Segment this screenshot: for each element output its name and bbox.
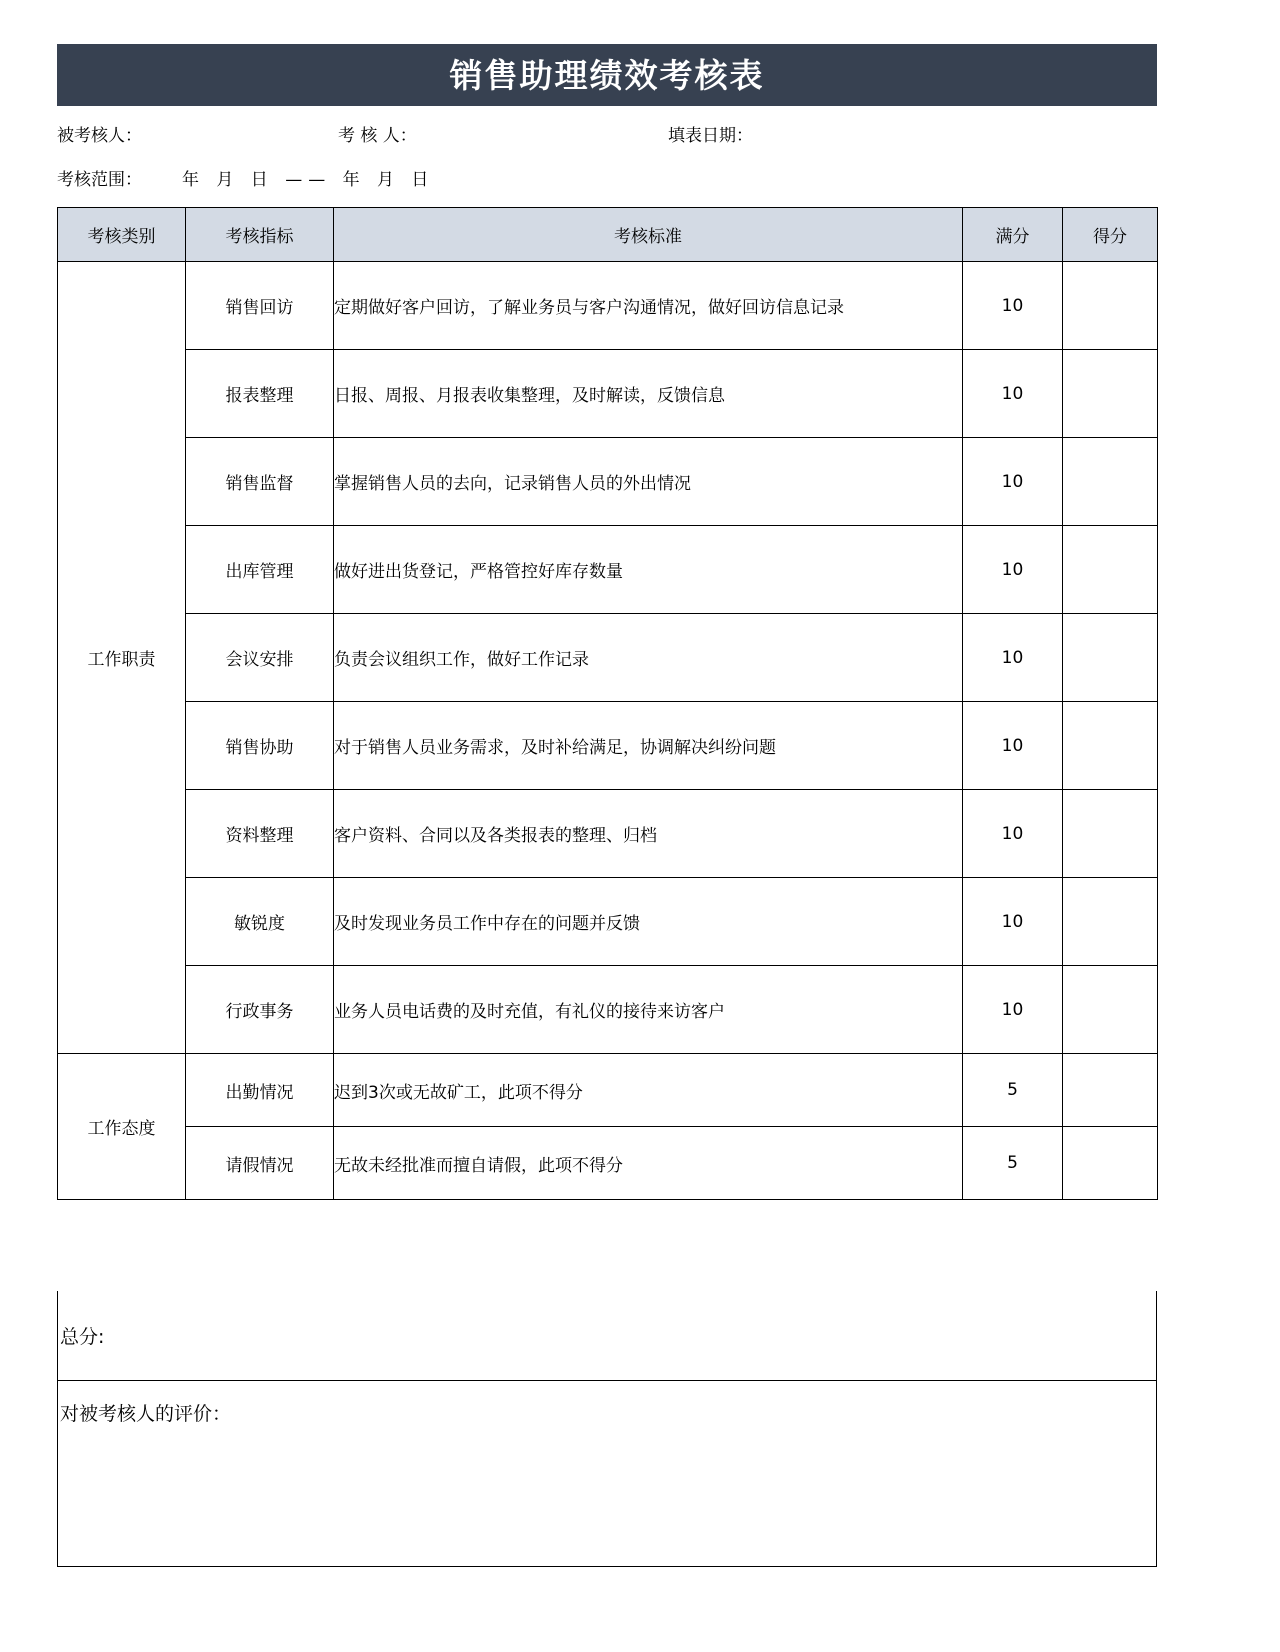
table-row — [58, 1127, 1158, 1200]
title-banner — [57, 44, 1157, 106]
table-row — [58, 790, 1158, 878]
header-score: 得分 — [1063, 208, 1158, 262]
indicator-cell: 出勤情况 — [186, 1054, 334, 1127]
full-score-cell: 10 — [963, 614, 1063, 702]
full-score-cell: 5 — [963, 1054, 1063, 1127]
table-row — [58, 702, 1158, 790]
header-standard: 考核标准 — [334, 208, 963, 262]
table-row — [58, 526, 1158, 614]
standard-cell: 客户资料、合同以及各类报表的整理、归档 — [334, 790, 963, 878]
comment-block[interactable] — [57, 1381, 1157, 1567]
score-cell[interactable] — [1063, 1127, 1158, 1200]
full-score-cell: 10 — [963, 878, 1063, 966]
score-cell[interactable] — [1063, 878, 1158, 966]
score-cell[interactable] — [1063, 790, 1158, 878]
page-title: 销售助理绩效考核表 — [449, 55, 765, 95]
full-score-cell: 10 — [963, 702, 1063, 790]
category-cell-attitude: 工作态度 — [58, 1054, 186, 1200]
standard-cell: 迟到3次或无故矿工，此项不得分 — [334, 1054, 963, 1127]
score-cell[interactable] — [1063, 702, 1158, 790]
table-row — [58, 1054, 1158, 1127]
total-score-block[interactable] — [57, 1291, 1157, 1381]
indicator-cell: 资料整理 — [186, 790, 334, 878]
indicator-cell: 出库管理 — [186, 526, 334, 614]
total-score-label: 总分: — [60, 1326, 105, 1348]
score-cell[interactable] — [1063, 350, 1158, 438]
standard-cell: 对于销售人员业务需求，及时补给满足，协调解决纠纷问题 — [334, 702, 963, 790]
indicator-cell: 行政事务 — [186, 966, 334, 1054]
full-score-cell: 10 — [963, 262, 1063, 350]
score-cell[interactable] — [1063, 526, 1158, 614]
indicator-cell: 销售监督 — [186, 438, 334, 526]
standard-cell: 掌握销售人员的去向，记录销售人员的外出情况 — [334, 438, 963, 526]
assessment-table — [57, 207, 1158, 1200]
full-score-cell: 10 — [963, 438, 1063, 526]
standard-cell: 负责会议组织工作，做好工作记录 — [334, 614, 963, 702]
header-category: 考核类别 — [58, 208, 186, 262]
table-row — [58, 262, 1158, 350]
table-row — [58, 966, 1158, 1054]
standard-cell: 定期做好客户回访，了解业务员与客户沟通情况，做好回访信息记录 — [334, 262, 963, 350]
indicator-cell: 请假情况 — [186, 1127, 334, 1200]
indicator-cell: 会议安排 — [186, 614, 334, 702]
table-row — [58, 438, 1158, 526]
header-indicator: 考核指标 — [186, 208, 334, 262]
score-cell[interactable] — [1063, 262, 1158, 350]
standard-cell: 业务人员电话费的及时充值，有礼仪的接待来访客户 — [334, 966, 963, 1054]
standard-cell: 无故未经批准而擅自请假，此项不得分 — [334, 1127, 963, 1200]
assessment-table-body — [58, 262, 1158, 1200]
category-cell-duties: 工作职责 — [58, 262, 186, 1054]
indicator-cell: 销售回访 — [186, 262, 334, 350]
assessee-label: 被考核人： — [57, 126, 142, 146]
indicator-cell: 报表整理 — [186, 350, 334, 438]
table-row — [58, 878, 1158, 966]
score-cell[interactable] — [1063, 1054, 1158, 1127]
table-row — [58, 350, 1158, 438]
standard-cell: 日报、周报、月报表收集整理，及时解读，反馈信息 — [334, 350, 963, 438]
full-score-cell: 10 — [963, 966, 1063, 1054]
table-header-row — [58, 208, 1158, 262]
full-score-cell: 10 — [963, 350, 1063, 438]
score-cell[interactable] — [1063, 438, 1158, 526]
standard-cell: 及时发现业务员工作中存在的问题并反馈 — [334, 878, 963, 966]
assessor-label: 考 核 人： — [338, 126, 417, 146]
full-score-cell: 10 — [963, 526, 1063, 614]
scope-value: 年 月 日 —— 年 月 日 — [182, 170, 435, 190]
indicator-cell: 销售协助 — [186, 702, 334, 790]
full-score-cell: 10 — [963, 790, 1063, 878]
score-cell[interactable] — [1063, 966, 1158, 1054]
full-score-cell: 5 — [963, 1127, 1063, 1200]
indicator-cell: 敏锐度 — [186, 878, 334, 966]
header-full-score: 满分 — [963, 208, 1063, 262]
scope-label: 考核范围： — [57, 170, 142, 190]
table-row — [58, 614, 1158, 702]
standard-cell: 做好进出货登记，严格管控好库存数量 — [334, 526, 963, 614]
comment-label: 对被考核人的评价： — [60, 1403, 232, 1425]
score-cell[interactable] — [1063, 614, 1158, 702]
fill-date-label: 填表日期： — [668, 126, 753, 146]
